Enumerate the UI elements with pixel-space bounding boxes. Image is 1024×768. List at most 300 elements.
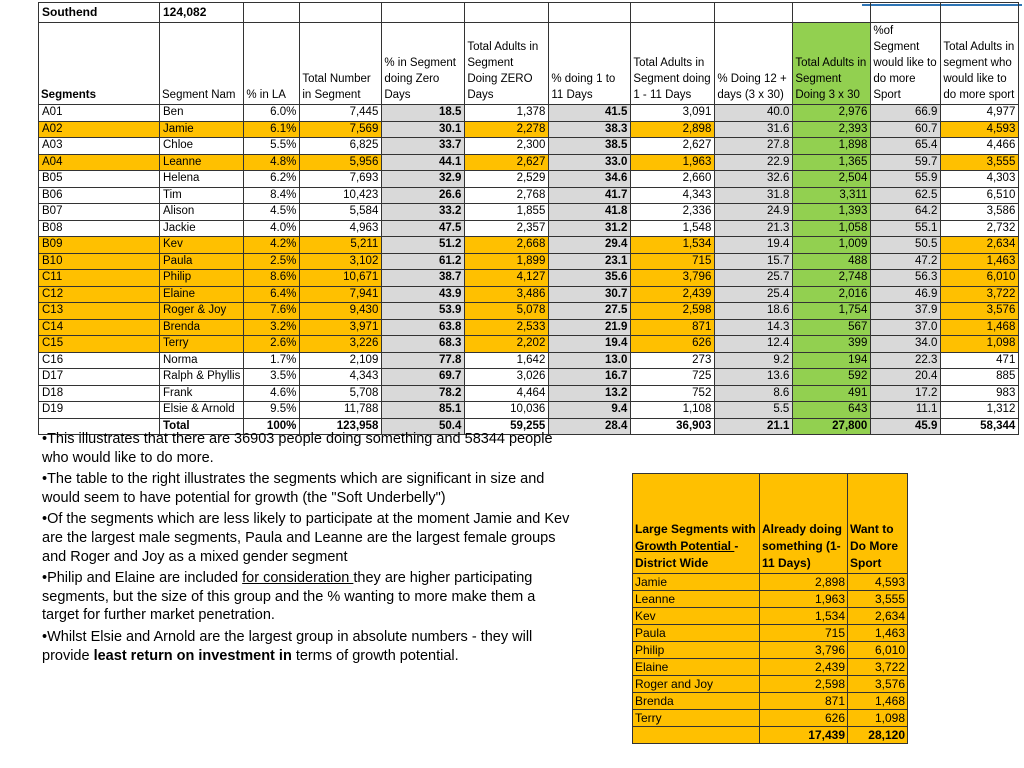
cell-pct-like: 64.2 <box>871 204 941 221</box>
cell-adults-like: 885 <box>941 369 1019 386</box>
cell-adults-zero: 1,855 <box>465 204 549 221</box>
cell-adults-1-11: 1,534 <box>631 237 715 254</box>
cell-pct-la: 5.5% <box>244 138 300 155</box>
cell-adults-1-11: 3,091 <box>631 105 715 122</box>
cell-pct-1-11: 13.2 <box>549 385 631 402</box>
side-row <box>633 591 908 608</box>
cell-adults-zero: 5,078 <box>465 303 549 320</box>
cell-pct-la: 4.2% <box>244 237 300 254</box>
header-pct-1-11: % doing 1 to 11 Days <box>549 23 631 105</box>
side-cell-name: Philip <box>633 642 760 659</box>
cell-pct-la: 4.5% <box>244 204 300 221</box>
cell-total: 10,423 <box>300 187 382 204</box>
cell-total: 123,958 <box>300 418 382 435</box>
cell-seg: C11 <box>39 270 160 287</box>
cell-name: Ralph & Phyllis <box>160 369 244 386</box>
cell-total: 7,569 <box>300 121 382 138</box>
cell-pct-zero: 68.3 <box>382 336 465 353</box>
cell-pct-12: 25.7 <box>715 270 793 287</box>
cell-name: Terry <box>160 336 244 353</box>
cell-adults-3x30: 3,311 <box>793 187 871 204</box>
cell-adults-zero: 2,529 <box>465 171 549 188</box>
cell-pct-zero: 26.6 <box>382 187 465 204</box>
cell-name: Frank <box>160 385 244 402</box>
note-3: •Of the segments which are less likely to participate at the moment Jamie and Kev are the largest male segments, Paula and Leanne are the largest female groups and Roger and Joy as a mixed gender segment <box>42 511 570 565</box>
cell-pct-la: 6.4% <box>244 286 300 303</box>
cell-pct-la: 8.4% <box>244 187 300 204</box>
cell-pct-like: 34.0 <box>871 336 941 353</box>
cell-pct-12: 21.3 <box>715 220 793 237</box>
cell-adults-like: 6,510 <box>941 187 1019 204</box>
side-cell-want: 6,010 <box>848 642 908 659</box>
side-row <box>633 710 908 727</box>
cell-pct-like: 37.9 <box>871 303 941 320</box>
cell-seg: A02 <box>39 121 160 138</box>
cell-adults-zero: 3,026 <box>465 369 549 386</box>
cell-name: Kev <box>160 237 244 254</box>
cell-adults-1-11: 2,898 <box>631 121 715 138</box>
cell-pct-la: 2.6% <box>244 336 300 353</box>
cell-seg: C13 <box>39 303 160 320</box>
side-row <box>633 608 908 625</box>
cell-seg: C16 <box>39 352 160 369</box>
cell-seg: D17 <box>39 369 160 386</box>
cell-pct-12: 9.2 <box>715 352 793 369</box>
la-total: 124,082 <box>160 3 244 23</box>
cell-pct-1-11: 13.0 <box>549 352 631 369</box>
cell-adults-3x30: 1,754 <box>793 303 871 320</box>
cell-seg: D18 <box>39 385 160 402</box>
cell-seg: B09 <box>39 237 160 254</box>
cell-pct-1-11: 34.6 <box>549 171 631 188</box>
cell-adults-1-11: 871 <box>631 319 715 336</box>
cell-adults-1-11: 4,343 <box>631 187 715 204</box>
cell-total: 2,109 <box>300 352 382 369</box>
cell-name: Helena <box>160 171 244 188</box>
side-cell-name: Roger and Joy <box>633 676 760 693</box>
cell-adults-zero: 1,899 <box>465 253 549 270</box>
cell-adults-3x30: 399 <box>793 336 871 353</box>
header-segments: Segments <box>39 23 160 105</box>
cell-adults-1-11: 2,598 <box>631 303 715 320</box>
cell-adults-1-11: 752 <box>631 385 715 402</box>
cell-pct-like: 46.9 <box>871 286 941 303</box>
side-row <box>633 676 908 693</box>
cell-pct-12: 14.3 <box>715 319 793 336</box>
segment-row <box>39 319 1019 336</box>
cell-total: 7,941 <box>300 286 382 303</box>
cell-pct-12: 18.6 <box>715 303 793 320</box>
cell-adults-3x30: 1,393 <box>793 204 871 221</box>
cell-pct-like: 45.9 <box>871 418 941 435</box>
cell-pct-la: 9.5% <box>244 402 300 419</box>
cell-total: 7,693 <box>300 171 382 188</box>
side-cell-doing: 1,963 <box>760 591 848 608</box>
cell-adults-3x30: 1,898 <box>793 138 871 155</box>
cell-pct-12: 40.0 <box>715 105 793 122</box>
cell-adults-1-11: 3,796 <box>631 270 715 287</box>
cell-adults-1-11: 2,439 <box>631 286 715 303</box>
cell-total: 5,211 <box>300 237 382 254</box>
cell-pct-zero: 33.2 <box>382 204 465 221</box>
side-cell-doing: 626 <box>760 710 848 727</box>
cell-adults-3x30: 194 <box>793 352 871 369</box>
cell-total: 11,788 <box>300 402 382 419</box>
cell-pct-like: 50.5 <box>871 237 941 254</box>
side-cell-name: Brenda <box>633 693 760 710</box>
cell-pct-12: 25.4 <box>715 286 793 303</box>
cell-seg: C15 <box>39 336 160 353</box>
cell-adults-3x30: 1,365 <box>793 154 871 171</box>
note-1: •This illustrates that there are 36903 people doing something and 58344 people who would like to do more. <box>42 431 553 466</box>
cell-adults-3x30: 2,748 <box>793 270 871 287</box>
cell-pct-zero: 85.1 <box>382 402 465 419</box>
cell-pct-12: 19.4 <box>715 237 793 254</box>
cell-adults-1-11: 715 <box>631 253 715 270</box>
cell-adults-like: 1,463 <box>941 253 1019 270</box>
cell-pct-like: 60.7 <box>871 121 941 138</box>
cell-pct-la: 1.7% <box>244 352 300 369</box>
cell-adults-zero: 4,127 <box>465 270 549 287</box>
cell-adults-1-11: 1,108 <box>631 402 715 419</box>
cell-pct-zero: 32.9 <box>382 171 465 188</box>
header-pct-12: % Doing 12 + days (3 x 30) <box>715 23 793 105</box>
cell-pct-zero: 33.7 <box>382 138 465 155</box>
cell-pct-like: 37.0 <box>871 319 941 336</box>
cell-adults-like: 4,303 <box>941 171 1019 188</box>
cell-pct-12: 31.6 <box>715 121 793 138</box>
cell-total: 3,226 <box>300 336 382 353</box>
cell-pct-1-11: 23.1 <box>549 253 631 270</box>
cell-adults-like: 6,010 <box>941 270 1019 287</box>
segment-row <box>39 369 1019 386</box>
cell-pct-la: 3.2% <box>244 319 300 336</box>
cell-name: Brenda <box>160 319 244 336</box>
segment-row <box>39 237 1019 254</box>
cell-pct-like: 56.3 <box>871 270 941 287</box>
cell-pct-12: 8.6 <box>715 385 793 402</box>
cell-total: 10,671 <box>300 270 382 287</box>
la-name: Southend <box>39 3 160 23</box>
cell-pct-zero: 78.2 <box>382 385 465 402</box>
side-row <box>633 659 908 676</box>
cell-name: Roger & Joy <box>160 303 244 320</box>
cell-adults-3x30: 27,800 <box>793 418 871 435</box>
cell-pct-1-11: 27.5 <box>549 303 631 320</box>
cell-pct-like: 11.1 <box>871 402 941 419</box>
la-row <box>39 3 1019 23</box>
cell-adults-zero: 2,533 <box>465 319 549 336</box>
cell-adults-like: 471 <box>941 352 1019 369</box>
note-2: •The table to the right illustrates the segments which are significant in size and would seem to have potential for growth (the "Soft Underbelly") <box>42 471 545 506</box>
cell-total: 5,708 <box>300 385 382 402</box>
cell-pct-la: 4.6% <box>244 385 300 402</box>
side-cell-want: 1,463 <box>848 625 908 642</box>
cell-pct-12: 5.5 <box>715 402 793 419</box>
cell-pct-like: 47.2 <box>871 253 941 270</box>
cell-pct-1-11: 33.0 <box>549 154 631 171</box>
cell-adults-3x30: 1,009 <box>793 237 871 254</box>
cell-name: Philip <box>160 270 244 287</box>
cell-adults-zero: 2,357 <box>465 220 549 237</box>
cell-adults-1-11: 273 <box>631 352 715 369</box>
side-row <box>633 693 908 710</box>
cell-pct-1-11: 31.2 <box>549 220 631 237</box>
cell-adults-zero: 2,668 <box>465 237 549 254</box>
note-5: •Whilst Elsie and Arnold are the largest group in absolute numbers - they will provide least return on investment in terms of growth potential. <box>42 628 533 664</box>
segment-row <box>39 187 1019 204</box>
cell-pct-la: 8.6% <box>244 270 300 287</box>
side-row <box>633 574 908 591</box>
header-pct-la: % in LA <box>244 23 300 105</box>
cell-adults-zero: 10,036 <box>465 402 549 419</box>
cell-adults-like: 1,312 <box>941 402 1019 419</box>
cell-seg: B10 <box>39 253 160 270</box>
cell-pct-la: 6.1% <box>244 121 300 138</box>
side-cell-doing: 871 <box>760 693 848 710</box>
cell-adults-3x30: 2,504 <box>793 171 871 188</box>
cell-seg: B07 <box>39 204 160 221</box>
cell-pct-zero: 77.8 <box>382 352 465 369</box>
cell-pct-1-11: 30.7 <box>549 286 631 303</box>
cell-adults-3x30: 488 <box>793 253 871 270</box>
cell-adults-like: 4,977 <box>941 105 1019 122</box>
cell-pct-zero: 50.4 <box>382 418 465 435</box>
cell-pct-1-11: 38.3 <box>549 121 631 138</box>
header-adults-3x30: Total Adults in Segment Doing 3 x 30 <box>793 23 871 105</box>
segment-row <box>39 171 1019 188</box>
cell-pct-like: 62.5 <box>871 187 941 204</box>
cell-adults-3x30: 2,976 <box>793 105 871 122</box>
cell-pct-12: 15.7 <box>715 253 793 270</box>
cell-total: 3,102 <box>300 253 382 270</box>
cell-adults-1-11: 36,903 <box>631 418 715 435</box>
cell-pct-zero: 43.9 <box>382 286 465 303</box>
cell-pct-like: 22.3 <box>871 352 941 369</box>
side-cell-name: Leanne <box>633 591 760 608</box>
segments-table <box>38 2 1019 435</box>
cell-adults-like: 1,098 <box>941 336 1019 353</box>
cell-name: Total <box>160 418 244 435</box>
cell-pct-12: 21.1 <box>715 418 793 435</box>
cell-pct-like: 55.1 <box>871 220 941 237</box>
cell-seg: C14 <box>39 319 160 336</box>
side-cell-doing: 3,796 <box>760 642 848 659</box>
segment-row <box>39 154 1019 171</box>
cell-pct-la: 4.0% <box>244 220 300 237</box>
cell-adults-like: 2,634 <box>941 237 1019 254</box>
cell-adults-3x30: 643 <box>793 402 871 419</box>
cell-adults-1-11: 2,660 <box>631 171 715 188</box>
side-total-cell: 28,120 <box>848 727 908 744</box>
cell-pct-zero: 63.8 <box>382 319 465 336</box>
cell-pct-like: 65.4 <box>871 138 941 155</box>
cell-adults-1-11: 2,336 <box>631 204 715 221</box>
cell-pct-12: 31.8 <box>715 187 793 204</box>
cell-adults-like: 3,576 <box>941 303 1019 320</box>
cell-pct-la: 100% <box>244 418 300 435</box>
cell-adults-zero: 3,486 <box>465 286 549 303</box>
segment-row <box>39 105 1019 122</box>
cell-pct-1-11: 16.7 <box>549 369 631 386</box>
cell-adults-like: 983 <box>941 385 1019 402</box>
header-adults-1-11: Total Adults in Segment doing 1 - 11 Days <box>631 23 715 105</box>
cell-adults-zero: 2,768 <box>465 187 549 204</box>
cell-pct-1-11: 9.4 <box>549 402 631 419</box>
cell-seg: A04 <box>39 154 160 171</box>
side-total-row <box>633 727 908 744</box>
side-cell-doing: 2,598 <box>760 676 848 693</box>
note-4: •Philip and Elaine are included for consideration they are higher participating segments, but the size of this group and the % wanting to more make them a target for further market penetration. <box>42 570 536 624</box>
cell-adults-zero: 4,464 <box>465 385 549 402</box>
side-cell-doing: 715 <box>760 625 848 642</box>
cell-name: Norma <box>160 352 244 369</box>
cell-total: 5,584 <box>300 204 382 221</box>
cell-pct-la: 2.5% <box>244 253 300 270</box>
segment-row <box>39 286 1019 303</box>
cell-adults-like: 3,722 <box>941 286 1019 303</box>
cell-adults-3x30: 491 <box>793 385 871 402</box>
side-header-segments: Large Segments with Growth Potential - District Wide <box>633 474 760 574</box>
segment-row <box>39 385 1019 402</box>
cell-name: Paula <box>160 253 244 270</box>
cell-adults-3x30: 592 <box>793 369 871 386</box>
cell-total: 7,445 <box>300 105 382 122</box>
segment-row <box>39 336 1019 353</box>
header-name: Segment Nam <box>160 23 244 105</box>
cell-pct-zero: 53.9 <box>382 303 465 320</box>
cell-pct-like: 59.7 <box>871 154 941 171</box>
cell-pct-zero: 18.5 <box>382 105 465 122</box>
side-cell-name: Elaine <box>633 659 760 676</box>
cell-name: Chloe <box>160 138 244 155</box>
cell-adults-1-11: 626 <box>631 336 715 353</box>
cell-seg: C12 <box>39 286 160 303</box>
cell-pct-like: 17.2 <box>871 385 941 402</box>
growth-potential-table <box>632 473 908 744</box>
segment-row <box>39 121 1019 138</box>
cell-pct-1-11: 35.6 <box>549 270 631 287</box>
cell-pct-12: 12.4 <box>715 336 793 353</box>
cell-seg: A01 <box>39 105 160 122</box>
side-cell-want: 3,722 <box>848 659 908 676</box>
cell-adults-like: 3,586 <box>941 204 1019 221</box>
cell-seg: B08 <box>39 220 160 237</box>
cell-pct-1-11: 41.5 <box>549 105 631 122</box>
cell-total: 5,956 <box>300 154 382 171</box>
cell-seg: D19 <box>39 402 160 419</box>
side-header-want: Want to Do More Sport <box>848 474 908 574</box>
side-cell-doing: 1,534 <box>760 608 848 625</box>
cell-adults-zero: 2,300 <box>465 138 549 155</box>
cell-total: 6,825 <box>300 138 382 155</box>
cell-adults-3x30: 567 <box>793 319 871 336</box>
cell-pct-1-11: 41.8 <box>549 204 631 221</box>
header-pct-like: %of Segment would like to do more Sport <box>871 23 941 105</box>
side-cell-doing: 2,439 <box>760 659 848 676</box>
cell-adults-3x30: 1,058 <box>793 220 871 237</box>
segment-row <box>39 270 1019 287</box>
cell-adults-1-11: 1,548 <box>631 220 715 237</box>
header-pct-zero: % in Segment doing Zero Days <box>382 23 465 105</box>
cell-pct-1-11: 21.9 <box>549 319 631 336</box>
side-row <box>633 642 908 659</box>
cell-adults-like: 3,555 <box>941 154 1019 171</box>
cell-seg: B05 <box>39 171 160 188</box>
cell-name: Tim <box>160 187 244 204</box>
cell-pct-la: 3.5% <box>244 369 300 386</box>
segment-row <box>39 204 1019 221</box>
cell-adults-3x30: 2,016 <box>793 286 871 303</box>
side-header-doing: Already doing something (1-11 Days) <box>760 474 848 574</box>
segment-row <box>39 352 1019 369</box>
cell-adults-zero: 1,642 <box>465 352 549 369</box>
cell-adults-zero: 59,255 <box>465 418 549 435</box>
cell-pct-la: 7.6% <box>244 303 300 320</box>
cell-adults-1-11: 725 <box>631 369 715 386</box>
header-adults-zero: Total Adults in Segment Doing ZERO Days <box>465 23 549 105</box>
cell-pct-1-11: 41.7 <box>549 187 631 204</box>
cell-pct-1-11: 19.4 <box>549 336 631 353</box>
cell-adults-zero: 2,278 <box>465 121 549 138</box>
segment-row <box>39 138 1019 155</box>
notes-panel <box>42 430 572 668</box>
cell-name: Elaine <box>160 286 244 303</box>
cell-total: 4,343 <box>300 369 382 386</box>
cell-name: Elsie & Arnold <box>160 402 244 419</box>
cell-pct-like: 55.9 <box>871 171 941 188</box>
segment-row <box>39 303 1019 320</box>
cell-pct-la: 6.0% <box>244 105 300 122</box>
cell-name: Ben <box>160 105 244 122</box>
header-adults-like: Total Adults in segment who would like to do more sport <box>941 23 1019 105</box>
cell-name: Alison <box>160 204 244 221</box>
cell-pct-like: 20.4 <box>871 369 941 386</box>
cell-adults-like: 4,466 <box>941 138 1019 155</box>
side-cell-want: 4,593 <box>848 574 908 591</box>
side-cell-doing: 2,898 <box>760 574 848 591</box>
cell-pct-1-11: 29.4 <box>549 237 631 254</box>
cell-name: Leanne <box>160 154 244 171</box>
cell-adults-zero: 1,378 <box>465 105 549 122</box>
side-cell-want: 1,468 <box>848 693 908 710</box>
cell-pct-zero: 69.7 <box>382 369 465 386</box>
side-cell-name: Terry <box>633 710 760 727</box>
side-total-cell: 17,439 <box>760 727 848 744</box>
side-cell-want: 3,576 <box>848 676 908 693</box>
cell-total: 3,971 <box>300 319 382 336</box>
cell-pct-la: 4.8% <box>244 154 300 171</box>
cell-pct-zero: 44.1 <box>382 154 465 171</box>
cell-pct-zero: 51.2 <box>382 237 465 254</box>
header-row <box>39 23 1019 105</box>
side-cell-want: 1,098 <box>848 710 908 727</box>
cell-adults-zero: 2,202 <box>465 336 549 353</box>
cell-pct-12: 13.6 <box>715 369 793 386</box>
cell-pct-1-11: 38.5 <box>549 138 631 155</box>
cell-pct-zero: 30.1 <box>382 121 465 138</box>
cell-adults-1-11: 2,627 <box>631 138 715 155</box>
cell-seg: A03 <box>39 138 160 155</box>
cell-adults-like: 4,593 <box>941 121 1019 138</box>
segment-row <box>39 253 1019 270</box>
segment-row <box>39 220 1019 237</box>
segment-row <box>39 402 1019 419</box>
cell-adults-like: 58,344 <box>941 418 1019 435</box>
cell-adults-like: 1,468 <box>941 319 1019 336</box>
cell-total: 4,963 <box>300 220 382 237</box>
side-row <box>633 625 908 642</box>
